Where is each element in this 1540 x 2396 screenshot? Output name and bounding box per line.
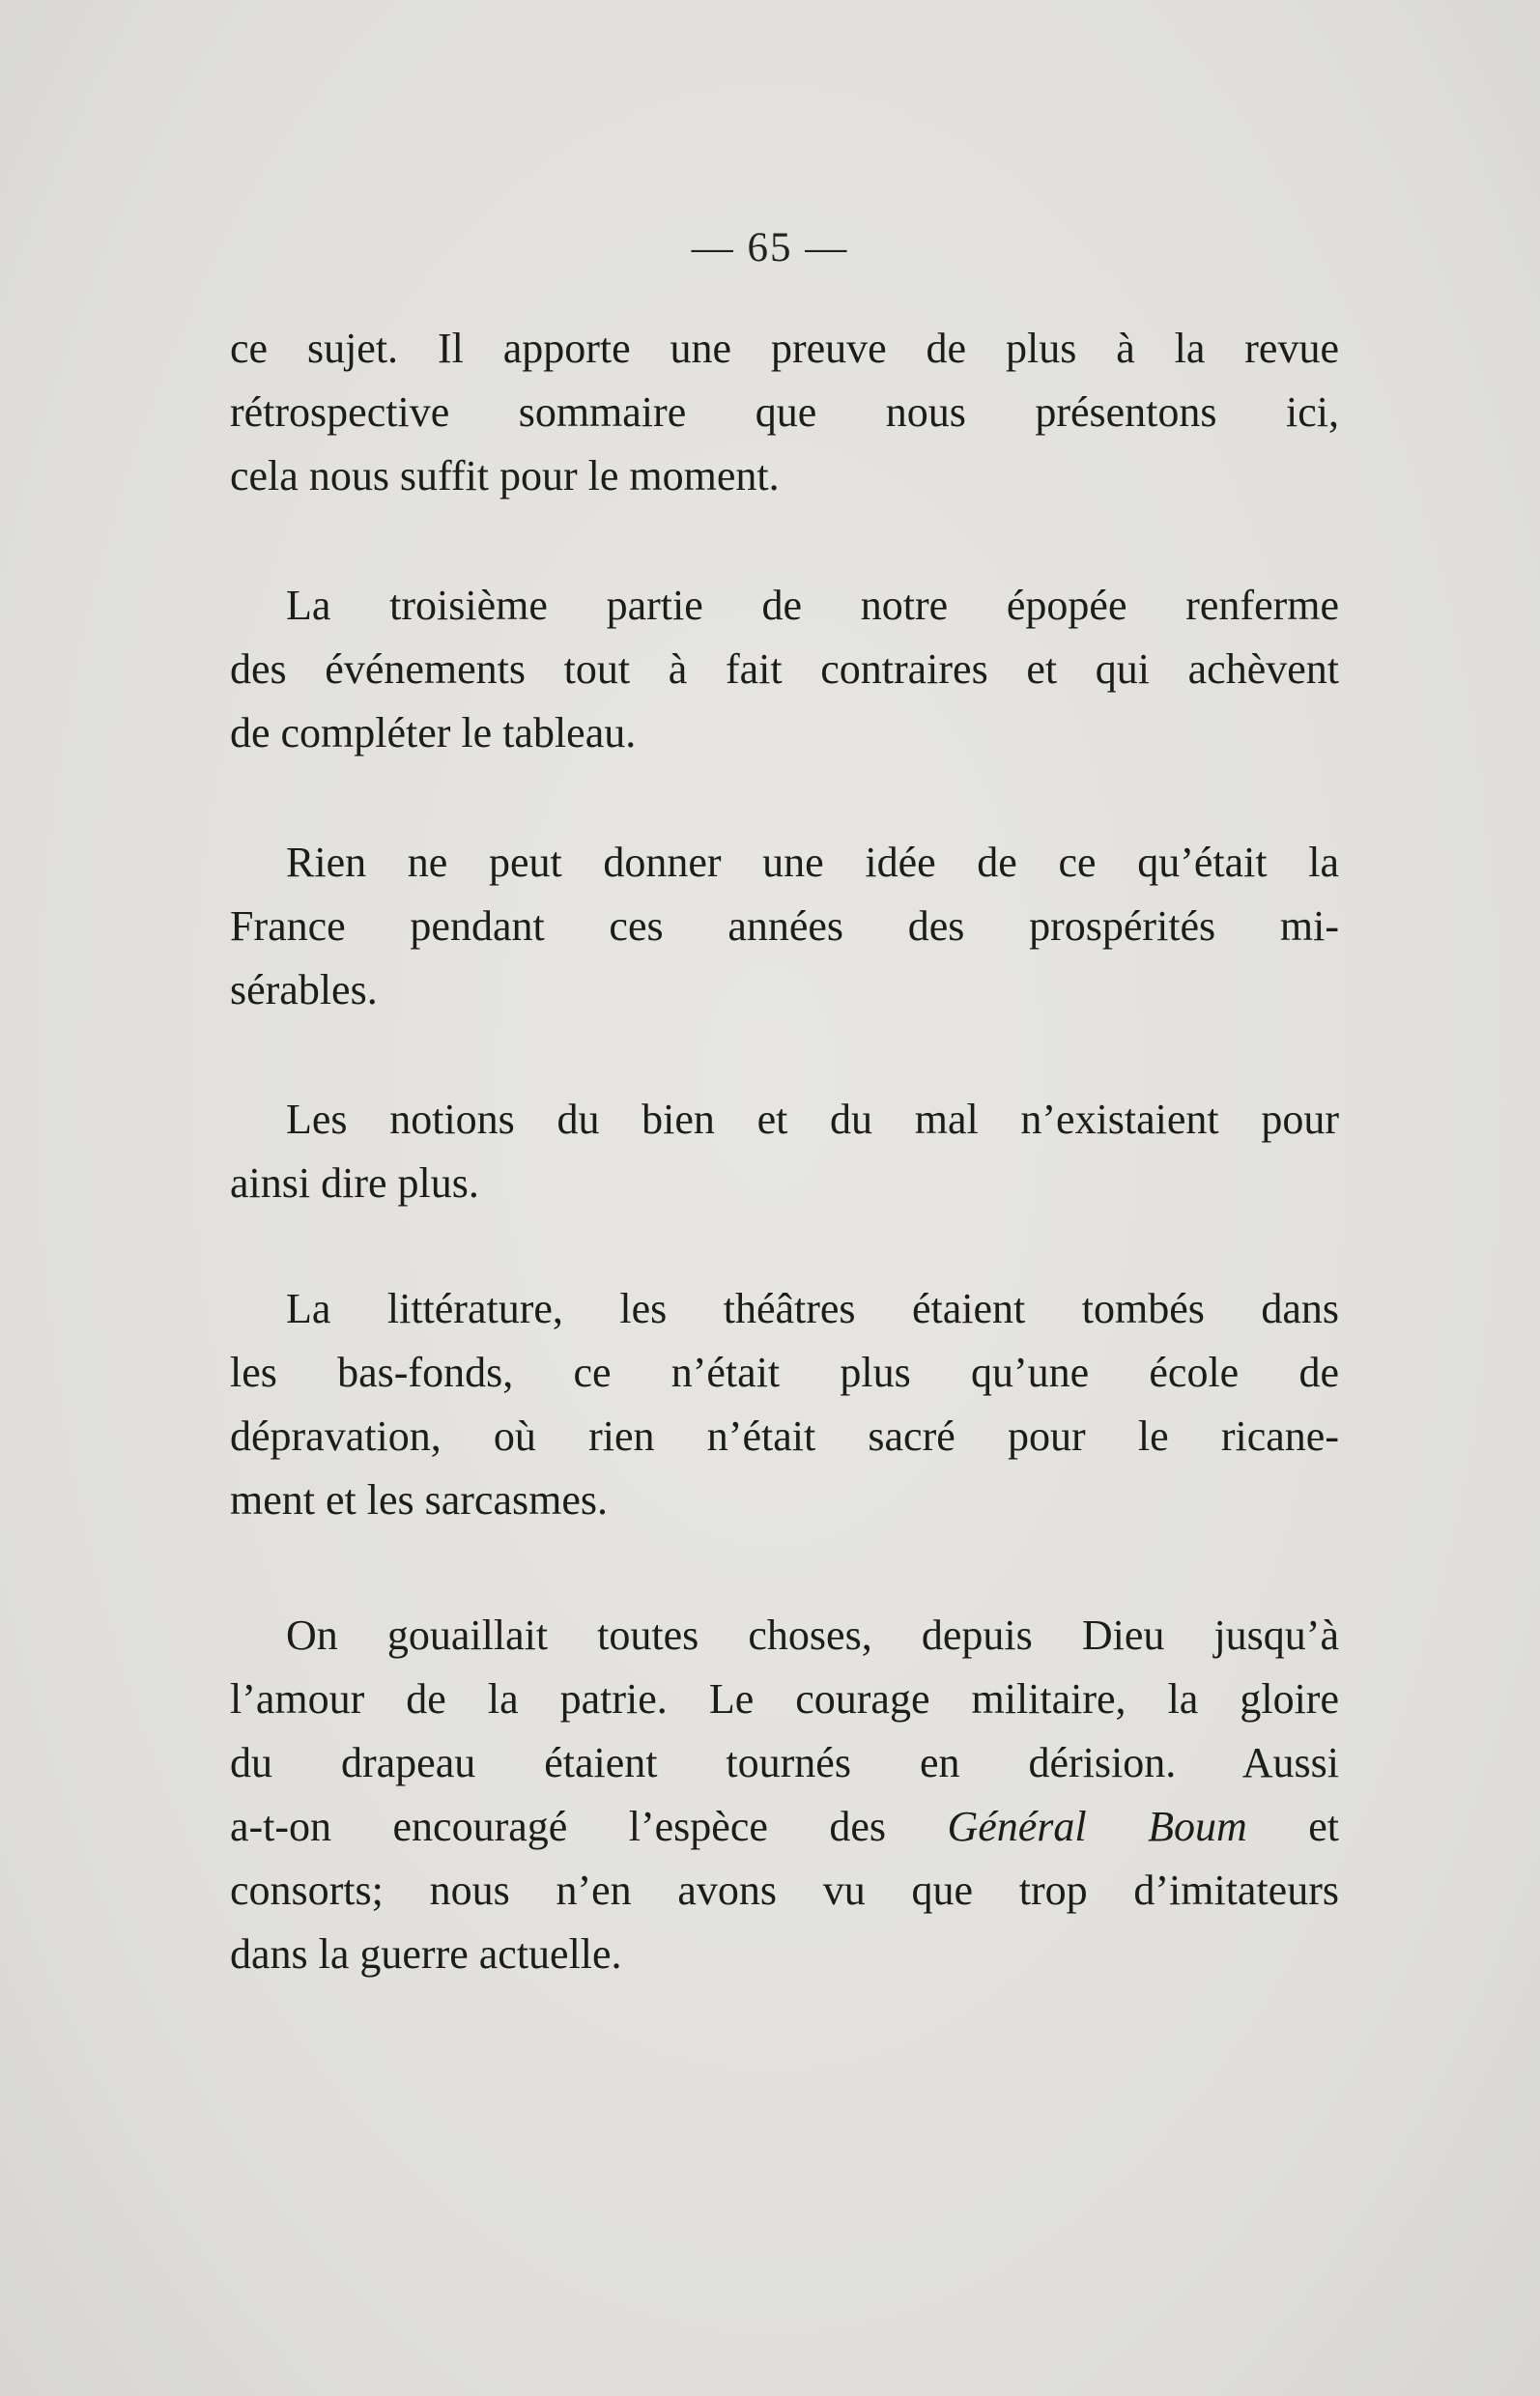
text-line: les bas-fonds, ce n’était plus qu’une école de xyxy=(230,1349,1339,1396)
paragraph-6 xyxy=(230,1604,1339,1986)
text-line: rétrospective sommaire que nous présentons ici, xyxy=(230,388,1339,436)
italic-phrase: Général Boum xyxy=(947,1803,1247,1850)
text-line: cela nous suffit pour le moment. xyxy=(230,452,780,499)
page-number: — 65 — xyxy=(691,225,849,271)
text-line: du drapeau étaient tournés en dérision. Aussi xyxy=(230,1739,1339,1786)
paragraph-3 xyxy=(230,831,1339,1022)
text-line-with-italic xyxy=(230,1795,1339,1859)
paragraph-4 xyxy=(230,1088,1339,1215)
text-line: Rien ne peut donner une idée de ce qu’était la xyxy=(286,839,1339,886)
text-line: consorts; nous n’en avons vu que trop d’imitateurs xyxy=(230,1867,1339,1914)
text-line: Les notions du bien et du mal n’existaient pour xyxy=(286,1096,1339,1143)
text-line: dans la guerre actuelle. xyxy=(230,1930,622,1978)
text-line: ce sujet. Il apporte une preuve de plus à la revue xyxy=(230,325,1339,372)
text-line: La littérature, les théâtres étaient tombés dans xyxy=(286,1285,1339,1332)
text-line: sérables. xyxy=(230,966,378,1013)
text-line: ment et les sarcasmes. xyxy=(230,1476,608,1524)
paragraph-5 xyxy=(230,1277,1339,1532)
text-line: France pendant ces années des prospérités mi- xyxy=(230,902,1339,950)
text-line: La troisième partie de notre épopée renferme xyxy=(286,582,1339,629)
text-line: dépravation, où rien n’était sacré pour le ricane- xyxy=(230,1412,1339,1460)
text-line: l’amour de la patrie. Le courage militaire, la gloire xyxy=(230,1675,1339,1723)
text-line: des événements tout à fait contraires et qui achèvent xyxy=(230,645,1339,693)
text-fragment: a-t-on encouragé l’espèce des xyxy=(230,1803,886,1850)
text-line: de compléter le tableau. xyxy=(230,709,637,756)
paragraph-1 xyxy=(230,317,1339,508)
text-fragment: et xyxy=(1308,1803,1340,1850)
text-line: ainsi dire plus. xyxy=(230,1159,479,1207)
text-line: On gouaillait toutes choses, depuis Dieu jusqu’à xyxy=(286,1612,1339,1659)
paragraph-2 xyxy=(230,574,1339,765)
